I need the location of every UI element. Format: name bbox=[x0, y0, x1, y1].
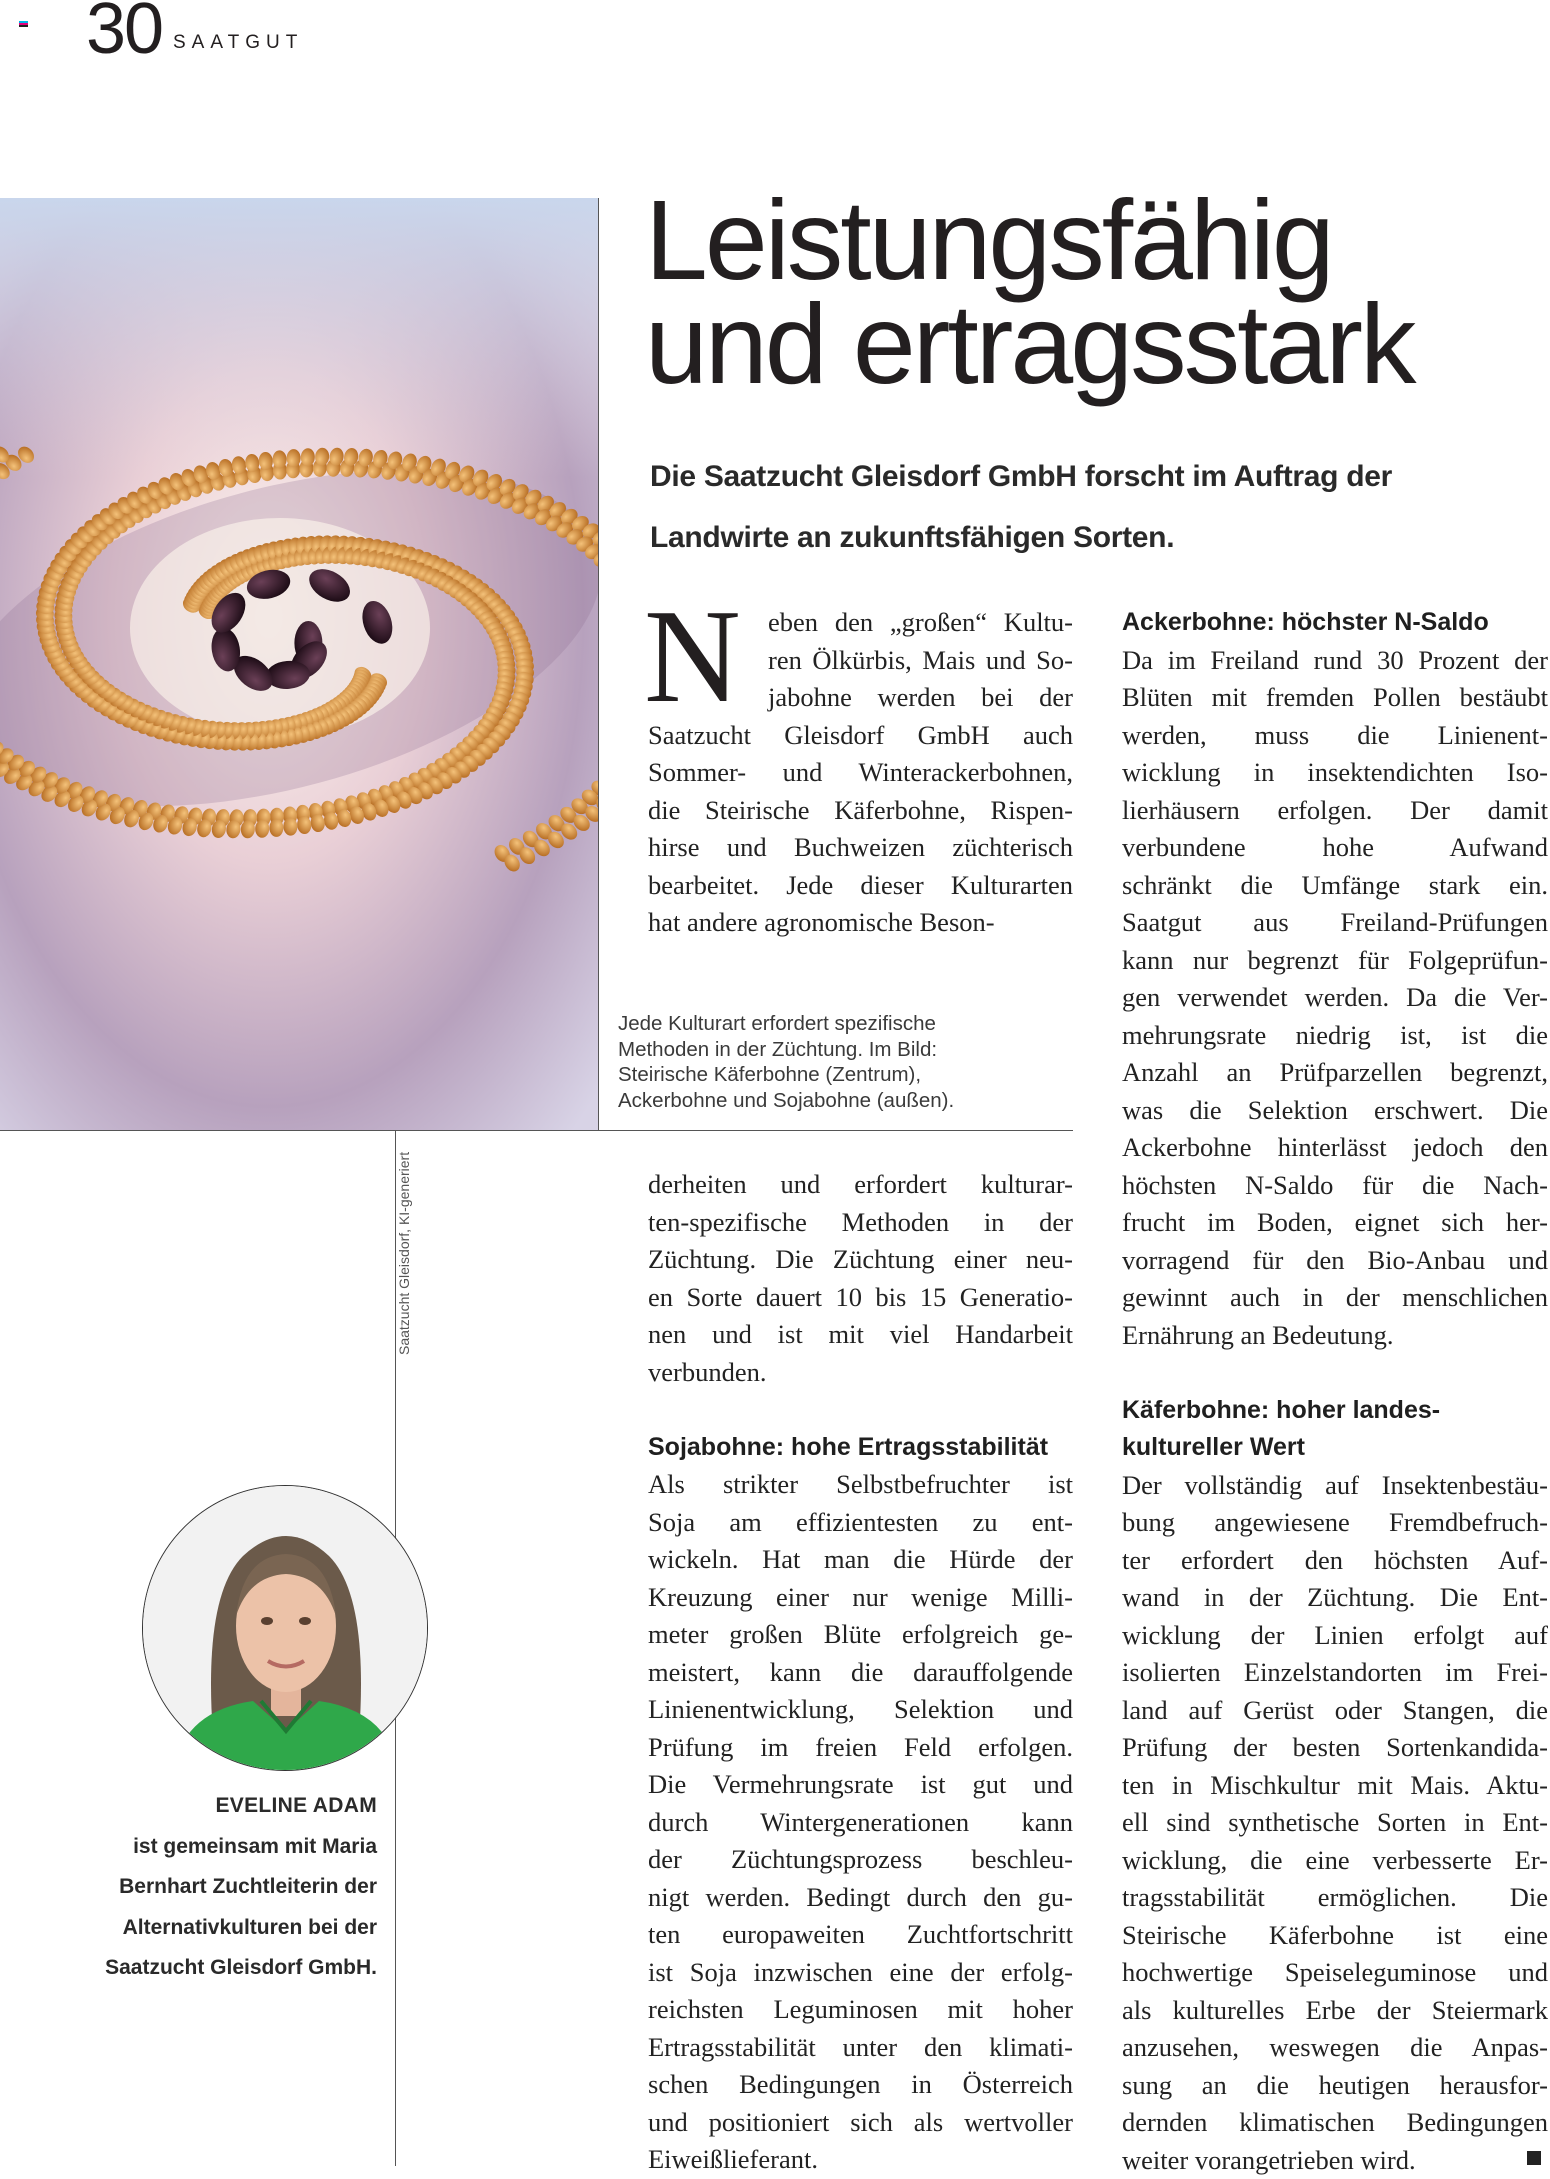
body-line: der Züchtungsprozess beschleu- bbox=[648, 1841, 1073, 1879]
bio-line: Saatzucht Gleisdorf GmbH. bbox=[105, 1948, 377, 1989]
bio-line: Alternativkulturen bei der bbox=[105, 1908, 377, 1949]
title-line: Leistungsfähig bbox=[645, 188, 1414, 292]
image-border-line bbox=[598, 198, 599, 1130]
bio-line: ist gemeinsam mit Maria bbox=[105, 1827, 377, 1868]
column-1-intro bbox=[648, 604, 1073, 942]
body-line: mehrungsrate niedrig ist, ist die bbox=[1122, 1017, 1548, 1055]
body-line: meter großen Blüte erfolgreich ge- bbox=[648, 1616, 1073, 1654]
body-line: ten in Mischkultur mit Mais. Aktu- bbox=[1122, 1767, 1548, 1805]
body-line: gewinnt auch in der menschlichen bbox=[1122, 1279, 1548, 1317]
body-line: hochwertige Speiseleguminose und bbox=[1122, 1954, 1548, 1992]
body-line: bearbeitet. Jede dieser Kulturarten bbox=[648, 867, 1073, 905]
body-line: land auf Gerüst oder Stangen, die bbox=[1122, 1692, 1548, 1730]
body-line: und positioniert sich als wertvoller bbox=[648, 2104, 1073, 2142]
body-line: wicklung, die eine verbesserte Er- bbox=[1122, 1842, 1548, 1880]
body-line: wicklung der Linien erfolgt auf bbox=[1122, 1617, 1548, 1655]
body-line: ist Soja inzwischen eine der erfolg- bbox=[648, 1954, 1073, 1992]
body-line: Steirische Käferbohne ist eine bbox=[1122, 1917, 1548, 1955]
body-line: ren Ölkürbis, Mais und So- bbox=[768, 642, 1073, 680]
body-line: als kulturelles Erbe der Steiermark bbox=[1122, 1992, 1548, 2030]
body-line: Sommer- und Winterackerbohnen, bbox=[648, 754, 1073, 792]
section-heading: Ackerbohne: höchster N-Saldo bbox=[1122, 604, 1548, 642]
article-title bbox=[645, 188, 1414, 396]
body-line: die Steirische Käferbohne, Rispen- bbox=[648, 792, 1073, 830]
body-line: Ernährung an Bedeutung. bbox=[1122, 1317, 1548, 1355]
body-line: ell sind synthetische Sorten in Ent- bbox=[1122, 1804, 1548, 1842]
bio-line: Bernhart Zuchtleiterin der bbox=[105, 1867, 377, 1908]
author-name: EVELINE ADAM bbox=[105, 1786, 377, 1827]
body-line: nigt werden. Bedingt durch den gu- bbox=[648, 1879, 1073, 1917]
body-line: Kreuzung einer nur wenige Milli- bbox=[648, 1579, 1073, 1617]
end-of-article-mark bbox=[1527, 2151, 1541, 2165]
body-line: höchsten N-Saldo für die Nach- bbox=[1122, 1167, 1548, 1205]
body-line: schen Bedingungen in Österreich bbox=[648, 2066, 1073, 2104]
article-subtitle bbox=[650, 446, 1550, 568]
body-line: ten europaweiten Zuchtfortschritt bbox=[648, 1916, 1073, 1954]
caption-line: Methoden in der Züchtung. Im Bild: bbox=[618, 1037, 954, 1063]
body-line: verbunden. bbox=[648, 1354, 1073, 1392]
body-line: ten-spezifische Methoden in der bbox=[648, 1204, 1073, 1242]
body-line: kann nur begrenzt für Folgeprüfun- bbox=[1122, 942, 1548, 980]
column-2 bbox=[1122, 604, 1548, 2179]
body-line: vorragend für den Bio-Anbau und bbox=[1122, 1242, 1548, 1280]
body-line: anzusehen, weswegen die Anpas- bbox=[1122, 2029, 1548, 2067]
column-1-continued bbox=[648, 1166, 1073, 2179]
body-line: Blüten mit fremden Pollen bestäubt bbox=[1122, 679, 1548, 717]
spacer bbox=[1122, 1354, 1548, 1392]
body-line: hirse und Buchweizen züchterisch bbox=[648, 829, 1073, 867]
caption-line: Steirische Käferbohne (Zentrum), bbox=[618, 1062, 954, 1088]
body-line: Prüfung der besten Sortenkandida- bbox=[1122, 1729, 1548, 1767]
hero-image-bean-galaxy bbox=[0, 198, 598, 1130]
body-line: Der vollständig auf Insektenbestäu- bbox=[1122, 1467, 1548, 1505]
section-label: SAATGUT bbox=[173, 32, 303, 54]
body-line: schränkt die Umfänge stark ein. bbox=[1122, 867, 1548, 905]
body-line: nen und ist mit viel Handarbeit bbox=[648, 1316, 1073, 1354]
body-line: reichsten Leguminosen mit hoher bbox=[648, 1991, 1073, 2029]
body-line: Die Vermehrungsrate ist gut und bbox=[648, 1766, 1073, 1804]
body-line: isolierten Einzelstandorten im Frei- bbox=[1122, 1654, 1548, 1692]
author-portrait bbox=[142, 1485, 428, 1771]
image-caption bbox=[618, 1011, 954, 1113]
drop-cap: N bbox=[644, 596, 741, 716]
caption-line: Ackerbohne und Sojabohne (außen). bbox=[618, 1088, 954, 1114]
body-line: weiter vorangetrieben wird. bbox=[1122, 2142, 1548, 2179]
page-number: 30 bbox=[86, 0, 162, 70]
body-line: was die Selektion erschwert. Die bbox=[1122, 1092, 1548, 1130]
body-line: hat andere agronomische Beson- bbox=[648, 904, 1073, 942]
soybean bbox=[287, 449, 301, 467]
body-line: werden, muss die Linienent- bbox=[1122, 717, 1548, 755]
subtitle-line: Landwirte an zukunftsfähigen Sorten. bbox=[650, 507, 1550, 568]
body-line: eben den „großen“ Kultu- bbox=[768, 604, 1073, 642]
body-line: jabohne werden bei der bbox=[768, 679, 1073, 717]
body-line: Züchtung. Die Züchtung einer neu- bbox=[648, 1241, 1073, 1279]
body-line: wand in der Züchtung. Die Ent- bbox=[1122, 1579, 1548, 1617]
body-line: dernden klimatischen Bedingungen bbox=[1122, 2104, 1548, 2142]
author-bio bbox=[105, 1786, 377, 1989]
caption-line: Jede Kulturart erfordert spezifische bbox=[618, 1011, 954, 1037]
section-heading: kultureller Wert bbox=[1122, 1429, 1548, 1467]
title-line: und ertragsstark bbox=[645, 292, 1414, 396]
body-line: bung angewiesene Fremdbefruch- bbox=[1122, 1504, 1548, 1542]
body-line: Ackerbohne hinterlässt jedoch den bbox=[1122, 1129, 1548, 1167]
body-line: meistert, kann die darauffolgende bbox=[648, 1654, 1073, 1692]
subtitle-line: Die Saatzucht Gleisdorf GmbH forscht im Auftrag der bbox=[650, 446, 1550, 507]
body-line: wickeln. Hat man die Hürde der bbox=[648, 1541, 1073, 1579]
spacer bbox=[648, 1391, 1073, 1429]
body-line: Da im Freiland rund 30 Prozent der bbox=[1122, 642, 1548, 680]
body-line: en Sorte dauert 10 bis 15 Generatio- bbox=[648, 1279, 1073, 1317]
body-line: Saatgut aus Freiland-Prüfungen bbox=[1122, 904, 1548, 942]
body-line: lierhäusern erfolgen. Der damit bbox=[1122, 792, 1548, 830]
body-line: derheiten und erfordert kulturar- bbox=[648, 1166, 1073, 1204]
body-line: durch Wintergenerationen kann bbox=[648, 1804, 1073, 1842]
section-heading: Käferbohne: hoher landes- bbox=[1122, 1392, 1548, 1430]
body-line: Eiweißlieferant. bbox=[648, 2141, 1073, 2179]
body-line: Soja am effizientesten zu ent- bbox=[648, 1504, 1073, 1542]
body-line: Anzahl an Prüfparzellen begrenzt, bbox=[1122, 1054, 1548, 1092]
body-line: ter erfordert den höchsten Auf- bbox=[1122, 1542, 1548, 1580]
body-line: tragsstabilität ermöglichen. Die bbox=[1122, 1879, 1548, 1917]
body-line: gen verwendet werden. Da die Ver- bbox=[1122, 979, 1548, 1017]
body-line: frucht im Boden, eignet sich her- bbox=[1122, 1204, 1548, 1242]
section-heading: Sojabohne: hohe Ertragsstabilität bbox=[648, 1429, 1073, 1467]
body-line: Saatzucht Gleisdorf GmbH auch bbox=[648, 717, 1073, 755]
body-line: Prüfung im freien Feld erfolgen. bbox=[648, 1729, 1073, 1767]
body-line: Als strikter Selbstbefruchter ist bbox=[648, 1466, 1073, 1504]
body-line: wicklung in insektendichten Iso- bbox=[1122, 754, 1548, 792]
body-line: Ertragsstabilität unter den klimati- bbox=[648, 2029, 1073, 2067]
horizontal-divider bbox=[0, 1130, 1073, 1131]
image-credit: Saatzucht Gleisdorf, KI-generiert bbox=[396, 1152, 412, 1355]
body-line: Linienentwicklung, Selektion und bbox=[648, 1691, 1073, 1729]
print-color-marks bbox=[19, 21, 28, 28]
body-line: verbundene hohe Aufwand bbox=[1122, 829, 1548, 867]
body-line: sung an die heutigen herausfor- bbox=[1122, 2067, 1548, 2105]
